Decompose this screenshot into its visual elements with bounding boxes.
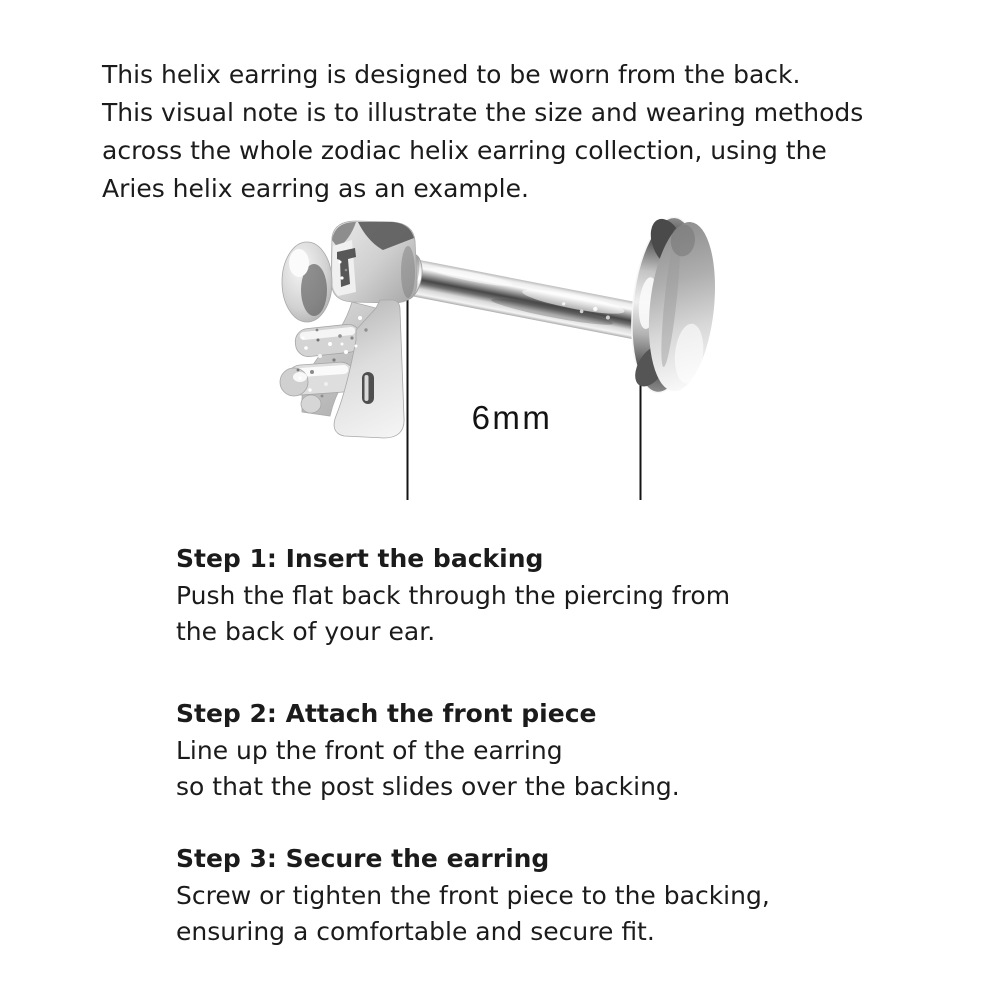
intro-line-1: This helix earring is designed to be worn from the back. bbox=[102, 60, 801, 89]
intro-line-3: across the whole zodiac helix earring collection, using the bbox=[102, 136, 827, 165]
step-1-block bbox=[176, 540, 730, 650]
charm-body bbox=[334, 300, 404, 438]
step-2-title: Step 2: Attach the front piece bbox=[176, 699, 597, 728]
disc-face bbox=[641, 219, 722, 395]
intro-paragraph bbox=[102, 56, 863, 208]
charm-lower-protrusion bbox=[286, 361, 356, 396]
step-2-line-2: so that the post slides over the backing. bbox=[176, 772, 680, 801]
step-1-line-2: the back of your ear. bbox=[176, 617, 436, 646]
aries-charm bbox=[280, 221, 417, 438]
step-3-title: Step 3: Secure the earring bbox=[176, 844, 550, 873]
dimension-label: 6mm bbox=[471, 399, 553, 436]
measurement-lines bbox=[408, 296, 641, 500]
charm-horn-band bbox=[302, 302, 376, 416]
disc-rim bbox=[624, 214, 708, 396]
earring-post bbox=[405, 258, 648, 340]
intro-line-2: This visual note is to illustrate the size and wearing methods bbox=[102, 98, 864, 127]
charm-head bbox=[331, 221, 417, 303]
charm-upper-protrusion bbox=[294, 323, 363, 358]
step-3-line-2: ensuring a comfortable and secure fit. bbox=[176, 917, 655, 946]
step-3-line-1: Screw or tighten the front piece to the backing, bbox=[176, 881, 770, 910]
charm-left-lobe bbox=[282, 242, 332, 322]
step-2-block bbox=[176, 695, 680, 805]
step-1-line-1: Push the flat back through the piercing from bbox=[176, 581, 731, 610]
charm-slot bbox=[362, 372, 374, 404]
flat-back-disc bbox=[624, 211, 723, 398]
step-3-block bbox=[176, 840, 770, 950]
step-1-title: Step 1: Insert the backing bbox=[176, 544, 544, 573]
step-2-line-1: Line up the front of the earring bbox=[176, 736, 563, 765]
charm-texture-speckles bbox=[297, 261, 368, 398]
intro-line-4: Aries helix earring as an example. bbox=[102, 174, 529, 203]
post-collar bbox=[392, 251, 426, 302]
